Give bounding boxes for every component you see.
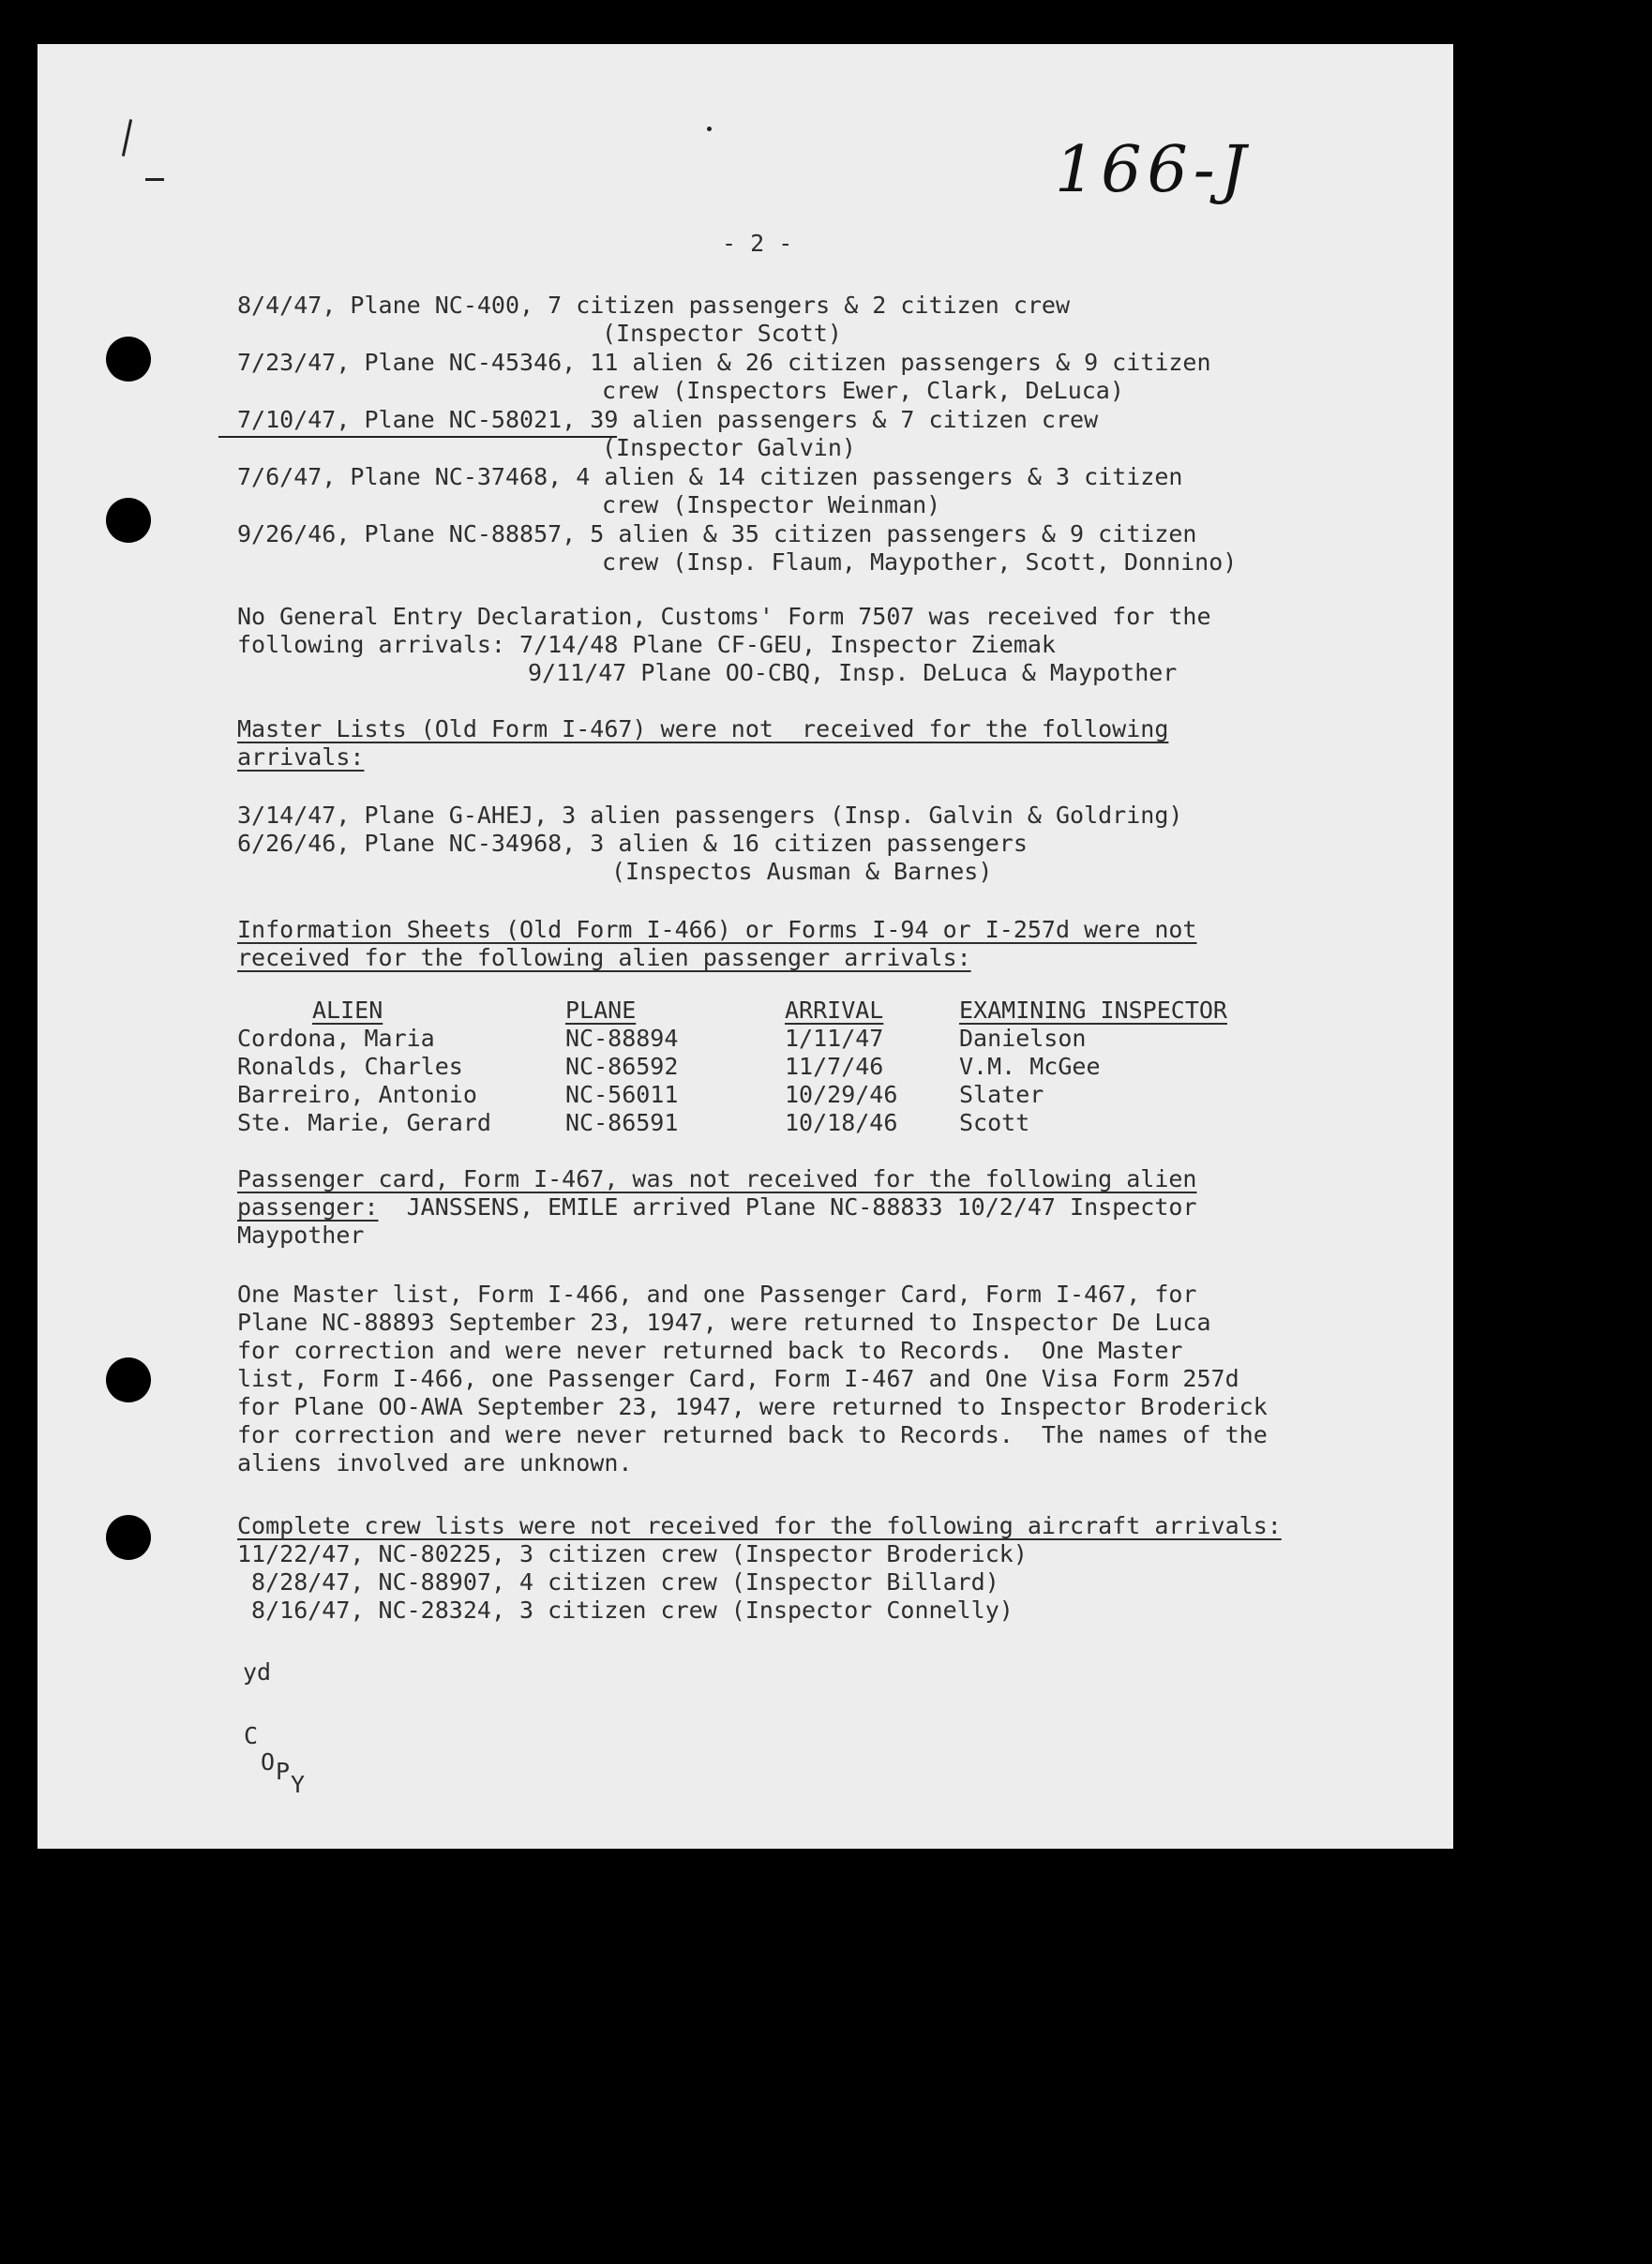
flight-line: (Inspector Galvin) (602, 434, 856, 461)
handwritten-reference: 166-J (1055, 133, 1253, 207)
table-cell: Cordona, Maria (237, 1025, 435, 1052)
table-cell: Barreiro, Antonio (237, 1081, 477, 1108)
table-cell: Slater (959, 1081, 1044, 1108)
table-cell: Ste. Marie, Gerard (237, 1109, 491, 1136)
typist-initials: yd (243, 1658, 272, 1686)
copy-letter: O (261, 1748, 276, 1776)
flight-line: 9/26/46, Plane NC-88857, 5 alien & 35 citizen passengers & 9 citizen (237, 520, 1197, 547)
table-cell: 11/7/46 (785, 1053, 884, 1080)
crew-list-line: 8/28/47, NC-88907, 4 citizen crew (Inspector Billard) (237, 1568, 999, 1596)
flight-line: 8/4/47, Plane NC-400, 7 citizen passengers & 2 citizen crew (237, 292, 1071, 319)
passenger-card-line (237, 1193, 1197, 1222)
flight-line: crew (Inspector Weinman) (602, 491, 941, 518)
info-sheets-heading: received for the following alien passenger arrivals: (237, 944, 971, 971)
table-cell: V.M. McGee (959, 1053, 1101, 1080)
document-page (38, 44, 1453, 1849)
pen-mark (145, 178, 164, 181)
passenger-card-detail: JANSSENS, EMILE arrived Plane NC-88833 10/2/47 Inspector (378, 1193, 1197, 1221)
punch-hole (106, 498, 151, 543)
table-cell: Scott (959, 1109, 1030, 1136)
table-header: ALIEN (312, 997, 383, 1024)
paragraph-line: for correction and were never returned back to Records. One Master (237, 1337, 1183, 1364)
pen-mark (218, 436, 617, 438)
master-lists-line: 6/26/46, Plane NC-34968, 3 alien & 16 citizen passengers (237, 830, 1028, 857)
passenger-card-line: Maypother (237, 1222, 365, 1249)
general-entry-text: following arrivals: 7/14/48 Plane CF-GEU, Inspector Ziemak (237, 631, 1056, 658)
table-cell: 10/18/46 (785, 1109, 898, 1136)
table-header: ARRIVAL (785, 997, 884, 1024)
table-cell: 10/29/46 (785, 1081, 898, 1108)
pen-mark (707, 127, 712, 131)
flight-line: (Inspector Scott) (602, 320, 842, 347)
crew-list-line: 11/22/47, NC-80225, 3 citizen crew (Inspector Broderick) (237, 1540, 1028, 1567)
paragraph-line: One Master list, Form I-466, and one Passenger Card, Form I-467, for (237, 1281, 1197, 1308)
info-sheets-heading: Information Sheets (Old Form I-466) or Forms I-94 or I-257d were not (237, 916, 1197, 943)
table-cell: NC-88894 (565, 1025, 679, 1052)
punch-hole (106, 1515, 151, 1560)
master-lists-line: (Inspectos Ausman & Barnes) (611, 858, 993, 885)
flight-line: 7/10/47, Plane NC-58021, 39 alien passengers & 7 citizen crew (237, 406, 1099, 433)
flight-line: crew (Insp. Flaum, Maypother, Scott, Donnino) (602, 548, 1238, 576)
table-cell: NC-86592 (565, 1053, 679, 1080)
paragraph-line: for correction and were never returned back to Records. The names of the (237, 1421, 1268, 1448)
crew-list-line: 8/16/47, NC-28324, 3 citizen crew (Inspector Connelly) (237, 1597, 1014, 1624)
paragraph-line: for Plane OO-AWA September 23, 1947, were returned to Inspector Broderick (237, 1393, 1268, 1420)
flight-line: 7/23/47, Plane NC-45346, 11 alien & 26 citizen passengers & 9 citizen (237, 349, 1211, 376)
master-lists-line: 3/14/47, Plane G-AHEJ, 3 alien passengers (Insp. Galvin & Goldring) (237, 802, 1183, 829)
flight-line: 7/6/47, Plane NC-37468, 4 alien & 14 citizen passengers & 3 citizen (237, 463, 1183, 490)
passenger-card-heading: Passenger card, Form I-467, was not received for the following alien (237, 1165, 1197, 1192)
table-header: EXAMINING INSPECTOR (959, 997, 1227, 1024)
master-lists-heading: arrivals: (237, 743, 365, 771)
master-lists-heading: Master Lists (Old Form I-467) were not received for the following (237, 715, 1169, 742)
crew-lists-heading: Complete crew lists were not received for the following aircraft arrivals: (237, 1512, 1282, 1539)
copy-letter: C (244, 1722, 259, 1749)
table-cell: NC-56011 (565, 1081, 679, 1108)
general-entry-text: No General Entry Declaration, Customs' Form 7507 was received for the (237, 603, 1211, 630)
pen-mark (122, 119, 132, 157)
copy-letter: P (276, 1758, 291, 1785)
paragraph-line: list, Form I-466, one Passenger Card, Form I-467 and One Visa Form 257d (237, 1365, 1239, 1392)
table-cell: Ronalds, Charles (237, 1053, 463, 1080)
general-entry-text: 9/11/47 Plane OO-CBQ, Insp. DeLuca & Maypother (528, 659, 1178, 686)
paragraph-line: Plane NC-88893 September 23, 1947, were returned to Inspector De Luca (237, 1309, 1211, 1336)
passenger-card-heading: passenger: (237, 1193, 379, 1221)
punch-hole (106, 1357, 151, 1402)
table-cell: NC-86591 (565, 1109, 679, 1136)
table-cell: Danielson (959, 1025, 1087, 1052)
page-number: - 2 - (722, 230, 793, 257)
paragraph-line: aliens involved are unknown. (237, 1449, 633, 1477)
copy-letter: Y (291, 1771, 306, 1798)
table-header: PLANE (565, 997, 637, 1024)
table-cell: 1/11/47 (785, 1025, 884, 1052)
punch-hole (106, 337, 151, 382)
flight-line: crew (Inspectors Ewer, Clark, DeLuca) (602, 377, 1124, 404)
